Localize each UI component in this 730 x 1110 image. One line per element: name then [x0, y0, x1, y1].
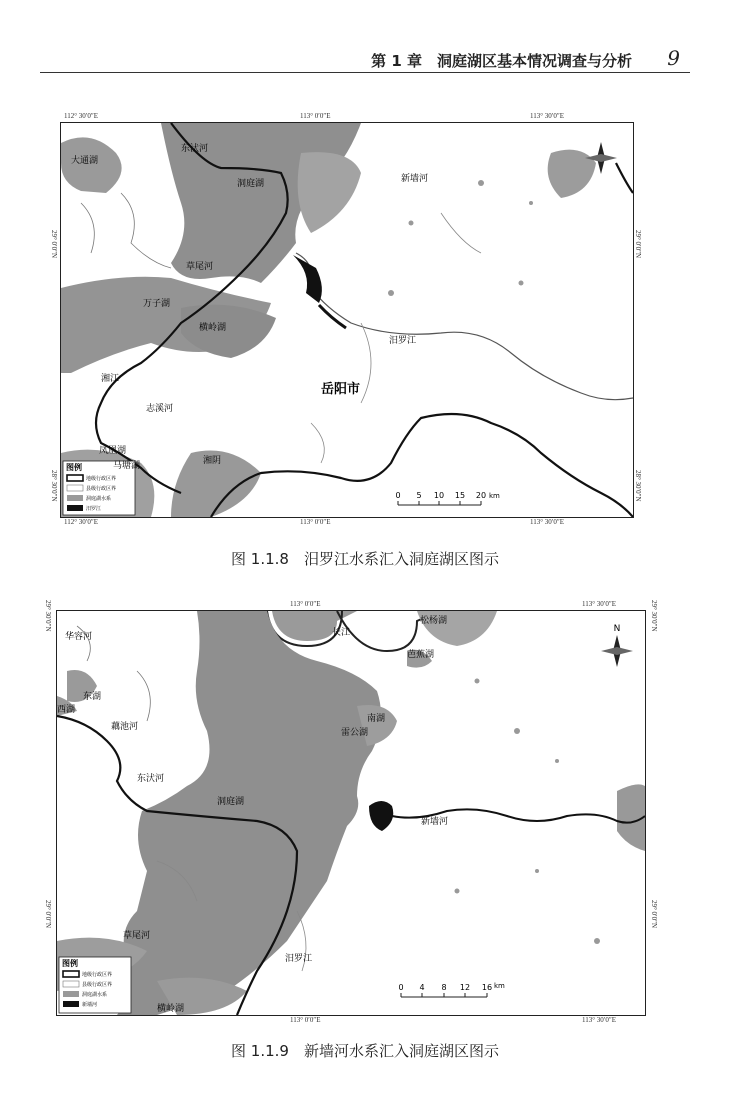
label-yueyang-city: 岳阳市 [321, 382, 361, 397]
label-dongqian-river: 东汱河 [137, 774, 165, 784]
label-dongqian-river: 东汱河 [181, 144, 209, 154]
fig1-caption: 图 1.1.8 汨罗江水系汇入洞庭湖区图示 [231, 550, 499, 568]
svg-text:县级行政区界: 县级行政区界 [86, 486, 117, 492]
fig1-coord-right-1: 29° 0′0″N [634, 230, 642, 259]
svg-text:0: 0 [398, 983, 404, 992]
running-head [40, 44, 690, 73]
label-huarong-river: 华容河 [65, 632, 93, 642]
fig1-coord-bottom-1: 112° 30′0″E [64, 518, 99, 526]
fig2-legend-title: 图例 [62, 959, 78, 968]
fig1-legend-title: 图例 [66, 463, 82, 472]
svg-text:N: N [613, 624, 621, 634]
svg-text:12: 12 [459, 983, 471, 992]
label-west-lake: 西湖 [57, 705, 76, 715]
label-xiangyin: 湘阴 [203, 456, 222, 466]
label-ma-lake: 马塘湖 [113, 461, 141, 471]
label-wanzi-lake: 万子湖 [143, 299, 171, 309]
svg-text:4: 4 [419, 983, 425, 992]
label-miluo-river: 汨罗江 [285, 954, 313, 964]
svg-text:20: 20 [475, 491, 487, 500]
svg-text:km: km [489, 492, 500, 500]
label-xinqiang-river: 新墙河 [401, 174, 429, 184]
svg-text:16: 16 [481, 983, 493, 992]
fig2-legend [59, 957, 131, 1013]
fig1-coord-right-2: 28° 30′0″N [634, 470, 642, 502]
label-xiangjiang: 湘江 [101, 374, 120, 384]
fig2-coord-bottom-2: 113° 30′0″E [582, 1016, 617, 1024]
label-nan-lake: 南湖 [367, 714, 386, 724]
fig1-coord-left-1: 29° 0′0″N [50, 230, 58, 259]
svg-text:8: 8 [441, 983, 447, 992]
svg-text:15: 15 [454, 491, 466, 500]
fig1-coord-bottom-3: 113° 30′0″E [530, 518, 565, 526]
label-hengling-lake: 横岭湖 [199, 323, 227, 333]
svg-text:5: 5 [416, 491, 422, 500]
map-xinqiang-river [56, 610, 646, 1016]
label-bajiao-lake: 芭蕉湖 [407, 650, 435, 660]
svg-text:洞庭湖水系: 洞庭湖水系 [86, 496, 112, 502]
fig2-caption: 图 1.1.9 新墙河水系汇入洞庭湖区图示 [231, 1042, 499, 1060]
label-miluo-river: 汨罗江 [389, 336, 417, 346]
label-datong-lake: 大通湖 [71, 156, 99, 166]
fig1-coord-bottom-2: 113° 0′0″E [300, 518, 331, 526]
fig2-coord-right-1: 29° 30′0″N [650, 600, 658, 632]
label-xinqiang-river: 新墙河 [421, 817, 449, 827]
label-zhixi-river: 志溪河 [146, 404, 174, 414]
fig2-coord-right-2: 29° 0′0″N [650, 900, 658, 929]
fig2-coord-left-2: 29° 0′0″N [44, 900, 52, 929]
label-hengling-lake: 横岭湖 [157, 1004, 185, 1014]
svg-text:县级行政区界: 县级行政区界 [82, 982, 113, 988]
svg-text:0: 0 [395, 491, 401, 500]
fig1-coord-top-3: 113° 30′0″E [530, 112, 565, 120]
chapter-title: 第 1 章 洞庭湖区基本情况调查与分析 [371, 52, 632, 70]
svg-text:地级行政区界: 地级行政区界 [82, 972, 113, 978]
label-fenghuang-lake: 凤凰湖 [99, 446, 127, 456]
svg-text:洞庭湖水系: 洞庭湖水系 [82, 992, 108, 998]
label-east-lake: 东湖 [83, 692, 102, 702]
fig2-coord-left-1: 29° 30′0″N [44, 600, 52, 632]
fig1-coord-top-2: 113° 0′0″E [300, 112, 331, 120]
svg-text:km: km [494, 982, 505, 990]
label-dongting-lake: 洞庭湖 [217, 797, 245, 807]
label-caowei-river: 草尾河 [123, 931, 151, 941]
svg-text:汨罗江: 汨罗江 [86, 506, 102, 512]
svg-text:地级行政区界: 地级行政区界 [86, 476, 117, 482]
fig1-coord-left-2: 28° 30′0″N [50, 470, 58, 502]
fig2-coord-top-1: 113° 0′0″E [290, 600, 321, 608]
label-leigong-lake: 雷公湖 [341, 728, 369, 738]
svg-text:10: 10 [433, 491, 445, 500]
fig2-coord-bottom-1: 113° 0′0″E [290, 1016, 321, 1024]
svg-text:新墙河: 新墙河 [82, 1002, 98, 1008]
fig1-coord-top-1: 112° 30′0″E [64, 112, 99, 120]
label-changjiang: 长江 [332, 628, 351, 638]
label-songyang-lake: 松杨湖 [420, 616, 448, 626]
label-caowei-river: 草尾河 [186, 262, 214, 272]
map-miluo-river [60, 122, 634, 518]
fig2-coord-top-2: 113° 30′0″E [582, 600, 617, 608]
page-number: 9 [667, 46, 680, 70]
label-ouchi-river: 藕池河 [111, 722, 139, 732]
label-dongting-lake: 洞庭湖 [237, 179, 265, 189]
